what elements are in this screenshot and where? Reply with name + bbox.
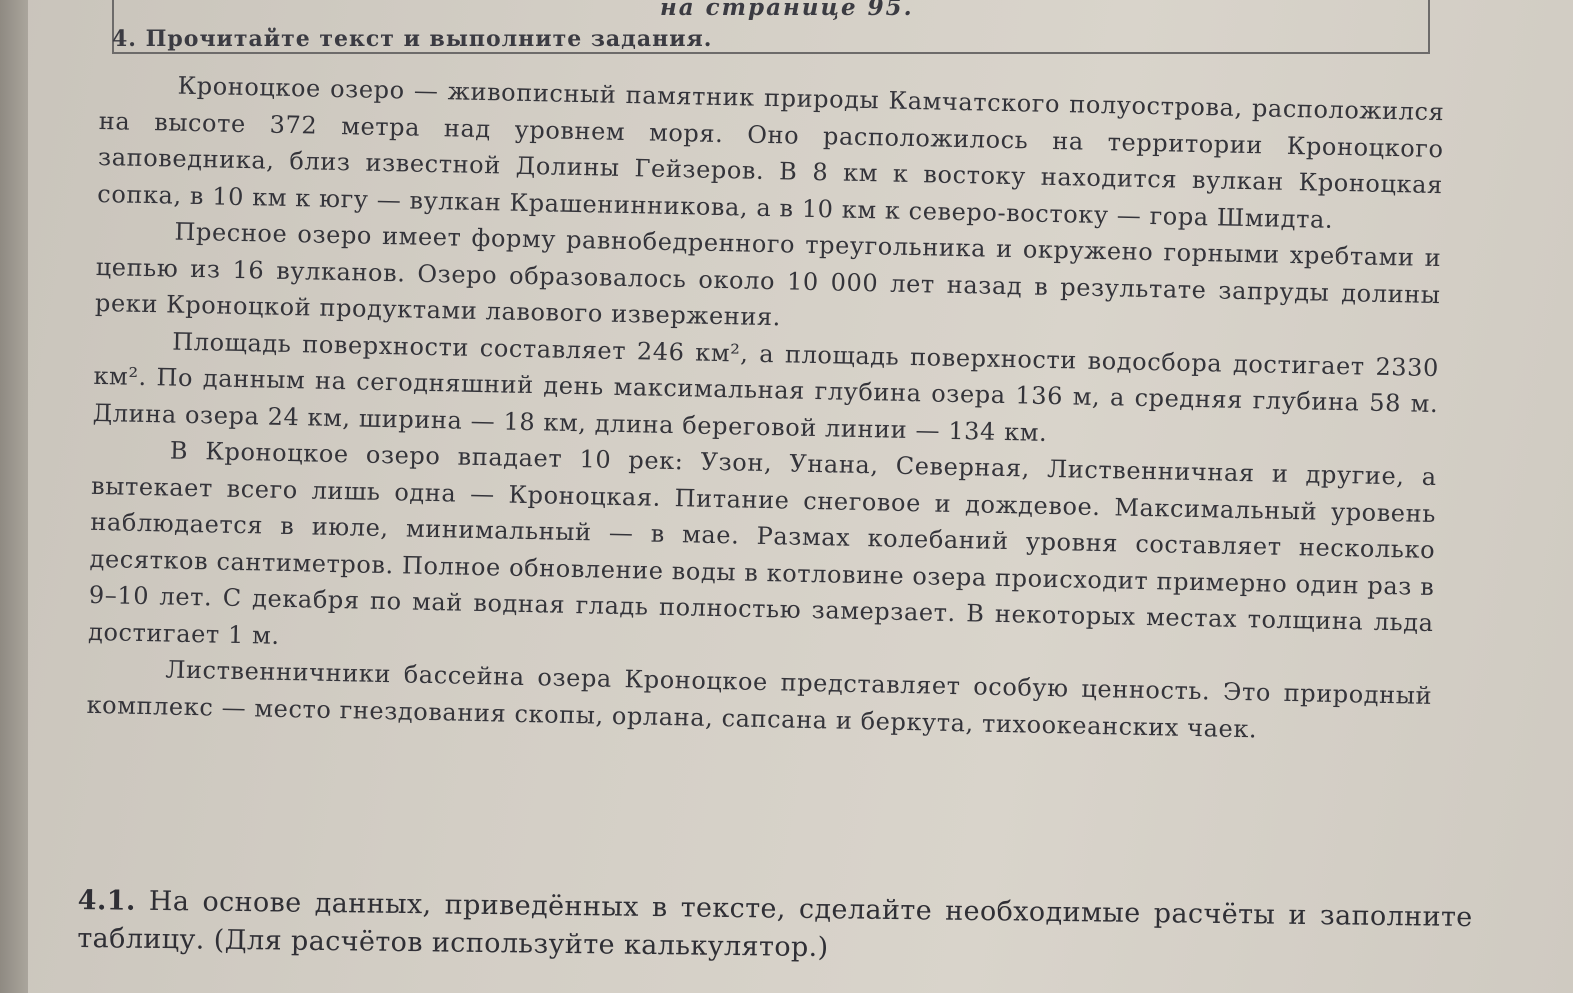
- task-heading: 4. Прочитайте текст и выполните задания.: [112, 26, 713, 52]
- previous-task-footer: на странице 95.: [660, 0, 914, 21]
- question-number: 4.1.: [77, 884, 136, 917]
- paragraph-location: Кроноцкое озеро — живописный памятник природы Камчатского полуострова, расположился на высоте 372 метра над уровнем моря. Оно расположилось на территории Кроноцкого заповедника, близ известной Долины Гейзеров. В 8 км к востоку находится вулкан Кроноцкая сопка, в 10 км к югу — вулкан Крашенинникова, а в 10 км к северо-востоку — гора Шмидта.: [97, 71, 1445, 234]
- paragraph-rivers: В Кроноцкое озеро впадает 10 рек: Узон, Унана, Северная, Лиственничная и другие, а вытекает всего лишь одна — Кроноцкая. Питание снеговое и дождевое. Максимальный уровень наблюдается в июле, минимальный — в мае. Размах колебаний уровня составляет несколько десятков сантиметров. Полное обновление воды в котловине озера происходит примерно один раз в 9–10 лет. С декабря по май водная гладь полностью замерзает. В некоторых местах толщина льда достигает 1 м.: [87, 436, 1437, 650]
- task-text: [86, 66, 1444, 751]
- paragraph-nature: Лиственничники бассейна озера Кроноцкое представляет особую ценность. Это природный комплекс — место гнездования скопы, орлана, сапсана и беркута, тихоокеанских чаек.: [86, 655, 1433, 743]
- paragraph-shape: Пресное озеро имеет форму равнобедренного треугольника и окружено горными хребтами и цепью из 16 вулканов. Озеро образовалось около 10 000 лет назад в результате запруды долины реки Кроноцкой продуктами лавового извержения.: [94, 217, 1442, 332]
- paragraph-dimensions: Площадь поверхности составляет 246 км², а площадь поверхности водосбора достигает 2330 км². По данным на сегодняшний день максимальная глубина озера 136 м, а средняя глубина 58 м. Длина озера 24 км, ширина — 18 км, длина береговой линии — 134 км.: [92, 327, 1440, 447]
- question-text: На основе данных, приведённых в тексте, сделайте необходимые расчёты и заполните таблицу. (Для расчётов используйте калькулятор.): [77, 885, 1473, 964]
- question-4-1: [77, 882, 1473, 975]
- page-binding-edge: [0, 0, 28, 993]
